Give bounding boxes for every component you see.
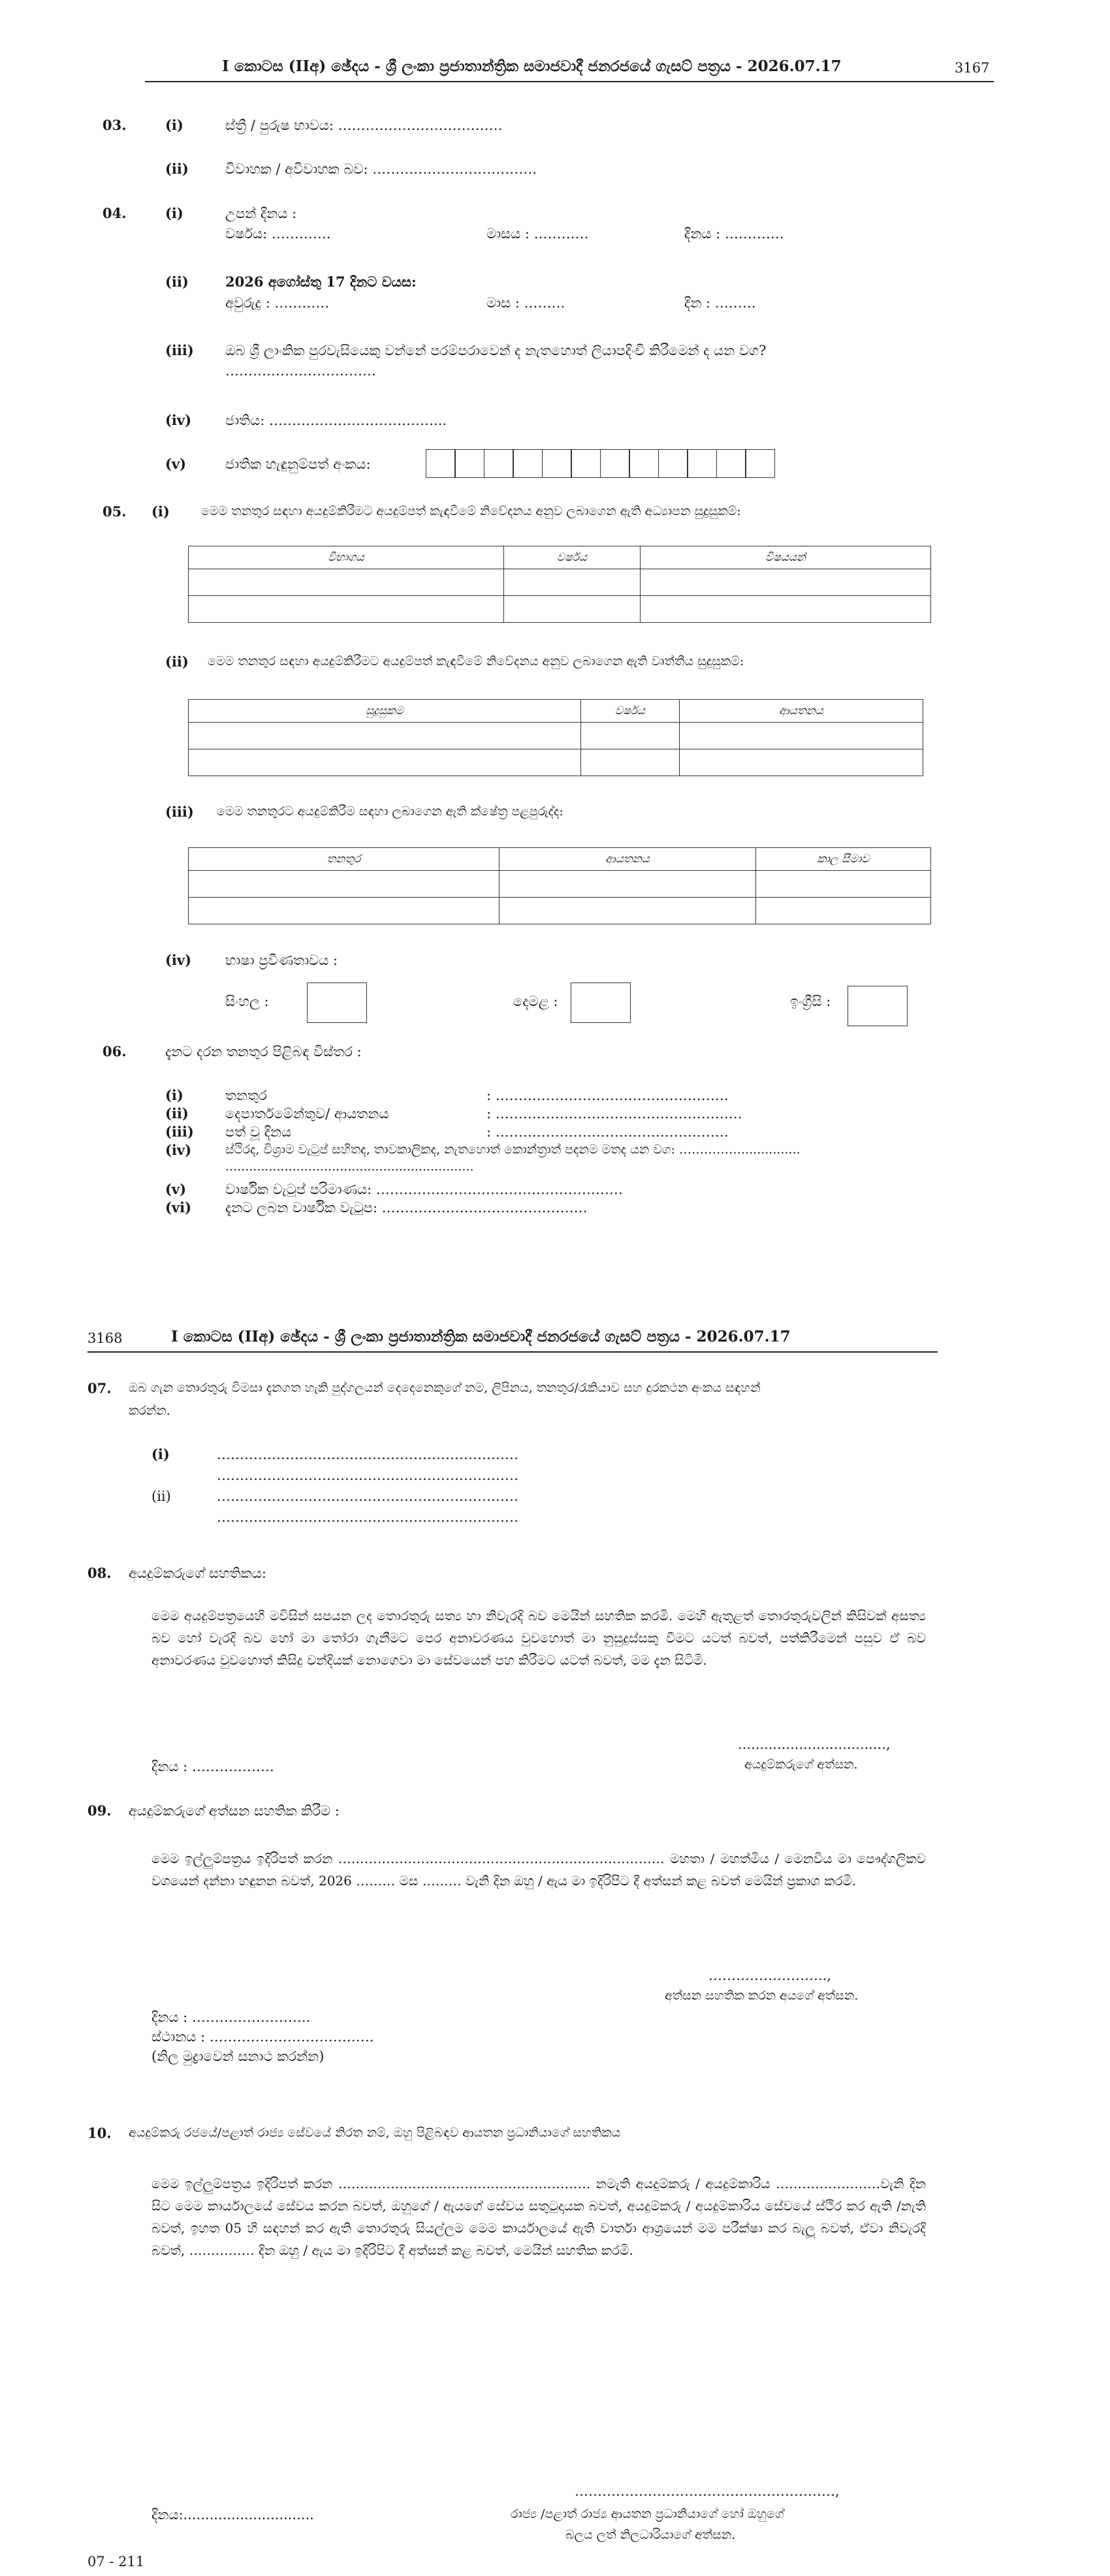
table-header: සුදුසුකම [189, 700, 581, 723]
department-name: දෙපාර්තමේන්තුව/ ආයතනය [225, 1106, 389, 1122]
item-label: (ii) [165, 1105, 189, 1122]
lang-tamil-label: දෙමළ : [513, 994, 558, 1009]
lang-english-label: ඉංග්‍රීසි : [790, 994, 831, 1009]
nic-number-boxes[interactable] [426, 449, 775, 478]
head-signature-line[interactable]: …………………………………………………, [575, 2483, 840, 2499]
current-post-title: දැනට දරන තනතුර පිළිබඳ විස්තර : [165, 1044, 362, 1060]
nic-digit-box[interactable] [571, 449, 601, 478]
salary-scale-field[interactable]: වාර්ෂික වැටුප් පරිමාණය: ……………………………………………… [225, 1182, 623, 1197]
head-signature-label-cont: බලය ලත් නිලධාරියාගේ අත්සන. [565, 2528, 736, 2542]
marital-status-field[interactable]: විවාහක / අවිවාහක බව: ……………………………… [225, 161, 537, 177]
nic-digit-box[interactable] [745, 449, 775, 478]
table-header: විෂයයන් [641, 546, 931, 569]
table-header: තනතුර [189, 848, 500, 871]
item-label: (i) [165, 1087, 183, 1103]
nic-digit-box[interactable] [716, 449, 746, 478]
section-number-05: 05. [103, 503, 127, 520]
attestor-signature-line[interactable]: …………………….., [708, 1968, 832, 1983]
section-number-09: 09. [87, 1802, 112, 1819]
birth-month-field[interactable]: මාසය : ………… [486, 226, 589, 242]
appointment-date-field[interactable]: : …………………………………………… [486, 1124, 729, 1140]
employment-type-cont[interactable]: ............................................................... [225, 1159, 474, 1174]
head-date-field[interactable]: දිනය:.............................. [151, 2507, 314, 2522]
nic-digit-box[interactable] [454, 449, 484, 478]
footer-code: 07 - 211 [87, 2554, 145, 2569]
item-label: (i) [165, 205, 183, 221]
official-seal-note: (නිල මුද්‍රාවෙන් සනාථ කරන්න) [151, 2049, 325, 2064]
item-label: (ii) [165, 653, 189, 670]
attestation-place-field[interactable]: ස්ථානය : ……………………………… [151, 2029, 374, 2045]
citizenship-field[interactable]: …………………………… [225, 363, 376, 379]
attestation-date-field[interactable]: දිනය : …………………….. [151, 2009, 311, 2025]
employment-type-field[interactable]: ස්ථිරද, විශ්‍රාම වැටුප් සහිතද, තාවකාලිකද, නැතහොත් කොන්ත්‍රාත් පදනම මතද යන වග: ……………............... [225, 1142, 801, 1157]
language-proficiency-label: භාෂා ප්‍රවීණතාවය : [225, 952, 338, 968]
item-label: (ii) [151, 1488, 171, 1504]
item-label: (iii) [165, 1123, 194, 1140]
referee-2-line[interactable]: ………………………………………………………… [217, 1488, 518, 1504]
birth-year-field[interactable]: වර්ෂය: …………. [225, 226, 331, 242]
item-label: (ii) [165, 161, 189, 177]
current-post-name: තනතුර [225, 1088, 267, 1103]
item-label: (vi) [165, 1199, 192, 1216]
education-qualifications-label: මෙම තනතුර සඳහා අයදුම්කිරීමට අයදුම්පත් කැඳවීමේ නිවේදනය අනුව ලබාගෙන ඇති අධ්‍යාපන සුදුසුකම්: [201, 504, 741, 518]
applicant-certificate-title: අයදුම්කරුගේ සහතිකය: [129, 1565, 266, 1581]
nic-digit-box[interactable] [426, 449, 456, 478]
referee-1-line[interactable]: ………………………………………………………… [217, 1468, 518, 1483]
item-label: (iii) [165, 804, 194, 820]
lang-english-box[interactable] [848, 986, 908, 1026]
nic-digit-box[interactable] [484, 449, 514, 478]
item-label: (iii) [165, 342, 194, 358]
table-row [189, 871, 931, 898]
header-rule [87, 1351, 938, 1353]
header-rule [145, 81, 994, 82]
table-row [189, 569, 931, 596]
birth-date-title: උපන් දිනය : [225, 206, 297, 221]
age-days-field[interactable]: දින : ……… [684, 295, 756, 311]
nationality-field[interactable]: ජාතිය: ………………………………... [225, 413, 447, 428]
page-number: 3168 [87, 1330, 123, 1346]
item-label: (iv) [165, 1142, 192, 1158]
head-certificate-title: අයදුම්කරු රජයේ/පළාත් රාජ්‍ය සේවයේ නිරත නම්, ඔහු පිළිබඳව ආයතන ප්‍රධානියාගේ සහතිකය [129, 2126, 621, 2140]
nic-digit-box[interactable] [687, 449, 717, 478]
item-label: (iv) [165, 412, 192, 428]
applicant-date-field[interactable]: දිනය : ……………… [151, 1759, 274, 1774]
signature-attestation-title: අයදුම්කරුගේ අත්සන සහතික කිරීම : [129, 1803, 340, 1819]
field-experience-label: මෙම තනතුරට අයදුම්කිරීම සඳහා ලබාගෙන ඇති ක්ෂේත්‍ර පළපුරුද්ද: [217, 804, 563, 819]
applicant-signature-label: අයදුම්කරුගේ අත්සන. [744, 1757, 858, 1772]
applicant-certificate-text: මෙම අයදුම්පත්‍රයෙහි මවිසින් සපයන ලද තොරතුරු සත්‍ය හා නිවැරදි බව මෙයින් සහතික කරමි. මෙහි ඇතුළත් තොරතුරුවලින් කිසිවක් අසත්‍ය බව හෝ වැරදි බව හෝ මා තෝරා ගැනීමට පෙර අනාවරණය වුවහොත් මා නුසුදුස්සකු වීමට යටත් බවත්, පත්කිරීමෙන් පසුව ඒ බව අනාවරණය වුවහොත් කිසිදු වන්දියක් නොගෙවා මා සේවයෙන් පහ කිරීමට යටත් බවත්, මම දැන සිටිමි. [151, 1608, 926, 1668]
section-number-04: 04. [103, 205, 127, 221]
experience-table [188, 847, 931, 924]
attestor-signature-label: අත්සන සහතික කරන අයගේ අත්සන. [665, 1988, 859, 2003]
table-row [189, 898, 931, 924]
item-label: (v) [165, 1181, 187, 1197]
table-header: ආයතනය [680, 700, 923, 723]
gender-field[interactable]: ස්ත්‍රී / පුරුෂ භාවය: ……………………………… [225, 118, 503, 133]
referees-instruction: ඔබ ගැන තොරතුරු විමසා දැනගත හැකි පුද්ගලයන් දෙදෙනෙකුගේ නම, ලිපිනය, තනතුර/රැකියාව සහ දුරකථන අංකය සඳහන් [129, 1381, 761, 1395]
nic-digit-box[interactable] [600, 449, 630, 478]
signature-attestation-text: මෙම ඉල්ලුම්පත්‍රය ඉදිරිපත් කරන ………………………………………………………………… මහතා / මහත්මිය / මෙනවිය මා පෞද්ගලිකව වශයෙන් දන්නා හඳුනන බවත්, 2026 ……… මස ……… වැනි දින ඔහු / ඇය මා ඉදිරිපිට දී අත්සන් කළ බවත් මෙයින් ප්‍රකාශ කරමි. [151, 1851, 926, 1889]
lang-tamil-box[interactable] [571, 982, 631, 1023]
age-title: 2026 අගෝස්තු 17 දිනට වයස: [225, 274, 417, 290]
nic-label: ජාතික හැඳුනුම්පත් අංකය: [225, 456, 371, 472]
education-table [188, 546, 931, 623]
head-signature-label: රාජ්‍ය /පළාත් රාජ්‍ය ආයතන ප්‍රධානියාගේ හෝ ඔහුගේ [511, 2507, 784, 2521]
section-number-08: 08. [87, 1565, 112, 1581]
current-salary-field[interactable]: දැනට ලබන වාර්ෂික වැටුප: ……………………………………… [225, 1200, 588, 1216]
professional-table [188, 699, 923, 776]
table-row [189, 723, 923, 749]
referees-instruction-cont: කරන්න. [129, 1404, 170, 1418]
page-header-title: I කොටස (IIඅ) ඡේදය - ශ්‍රී ලංකා ප්‍රජාතාන්ත්‍රික සමාජවාදී ජනරජයේ ගැසට් පත්‍රය - 2026.07.17 [222, 57, 842, 75]
table-header: ආයතනය [500, 848, 756, 871]
item-label: (i) [151, 503, 170, 520]
page-number: 3167 [955, 60, 990, 76]
appointment-date-name: පත් වූ දිනය [225, 1124, 292, 1140]
table-row [189, 749, 923, 776]
section-number-10: 10. [87, 2125, 112, 2141]
applicant-signature-line[interactable]: .................................., [738, 1736, 891, 1752]
head-certificate-text: මෙම ඉල්ලුම්පත්‍රය ඉදිරිපත් කරන …………………………………………………. නමැති අයදුම්කරු / අයදුම්කාරිය ……………………වැනි දින සිට මෙම කාර්යාලයේ සේවය කරන බවත්, ඔහුගේ / ඇයගේ සේවය සතුටුදායක බවත්, අයදුම්කරු / අයදුම්කාරිය සේවයේ ස්ථිර කර ඇති /නැති බවත්, ඉහත 05 හි සඳහන් කර ඇති තොරතුරු සියල්ලම මෙම කාර්යාලයේ ඇති වාර්තා ආශ්‍රයෙන් මම පරීක්ෂා කර බැලූ බවත්, ඒවා නිවැරදි බවත්, …………… දින ඔහු / ඇය මා ඉදිරිපිට දී අත්සන් කළ බවත්, මෙයින් සහතික කරමි. [151, 2176, 926, 2258]
nic-digit-box[interactable] [629, 449, 659, 478]
age-years-field[interactable]: අවුරුදු : ………… [225, 295, 330, 311]
table-header: කාල සීමාව [756, 848, 931, 871]
item-label: (v) [165, 456, 187, 472]
referee-1-line[interactable]: ………………………………………………………… [217, 1447, 518, 1462]
referee-2-line[interactable]: ………………………………………………………… [217, 1509, 518, 1525]
citizenship-question: ඔබ ශ්‍රී ලාංකික පුරවැසියෙකු වන්නේ පරම්පරාවෙන් ද නැතහොත් ලියාපදිංචි කිරීමෙන් ද යන වග? [225, 343, 767, 358]
lang-sinhala-box[interactable] [307, 982, 367, 1023]
age-months-field[interactable]: මාස : ……… [486, 295, 565, 311]
table-header: වර්ෂය [581, 700, 680, 723]
nic-digit-box[interactable] [658, 449, 688, 478]
page-header-title: I කොටස (IIඅ) ඡේදය - ශ්‍රී ලංකා ප්‍රජාතාන්ත්‍රික සමාජවාදී ජනරජයේ ගැසට් පත්‍රය - 2026.07.17 [171, 1328, 791, 1345]
section-number-03: 03. [103, 117, 127, 133]
professional-qualifications-label: මෙම තනතුර සඳහා අයදුම්කිරීමට අයදුම්පත් කැඳවීමේ නිවේදනය අනුව ලබාගෙන ඇති වෘත්තීය සුදුසුකම්: [208, 654, 744, 668]
section-number-07: 07. [87, 1380, 112, 1396]
birth-day-field[interactable]: දිනය : …………. [684, 226, 784, 242]
nic-digit-box[interactable] [513, 449, 543, 478]
item-label: (ii) [165, 274, 189, 290]
table-row [189, 596, 931, 623]
item-label: (i) [165, 117, 183, 133]
item-label: (i) [151, 1446, 170, 1462]
section-number-06: 06. [103, 1043, 127, 1060]
current-post-field[interactable]: : …………………………………………… [486, 1088, 729, 1103]
table-header: වර්ෂය [504, 546, 641, 569]
nic-digit-box[interactable] [542, 449, 572, 478]
lang-sinhala-label: සිංහල : [225, 994, 269, 1009]
table-header: විභාගය [189, 546, 504, 569]
item-label: (iv) [165, 952, 192, 968]
department-field[interactable]: : ……………………………………………… [486, 1106, 742, 1122]
